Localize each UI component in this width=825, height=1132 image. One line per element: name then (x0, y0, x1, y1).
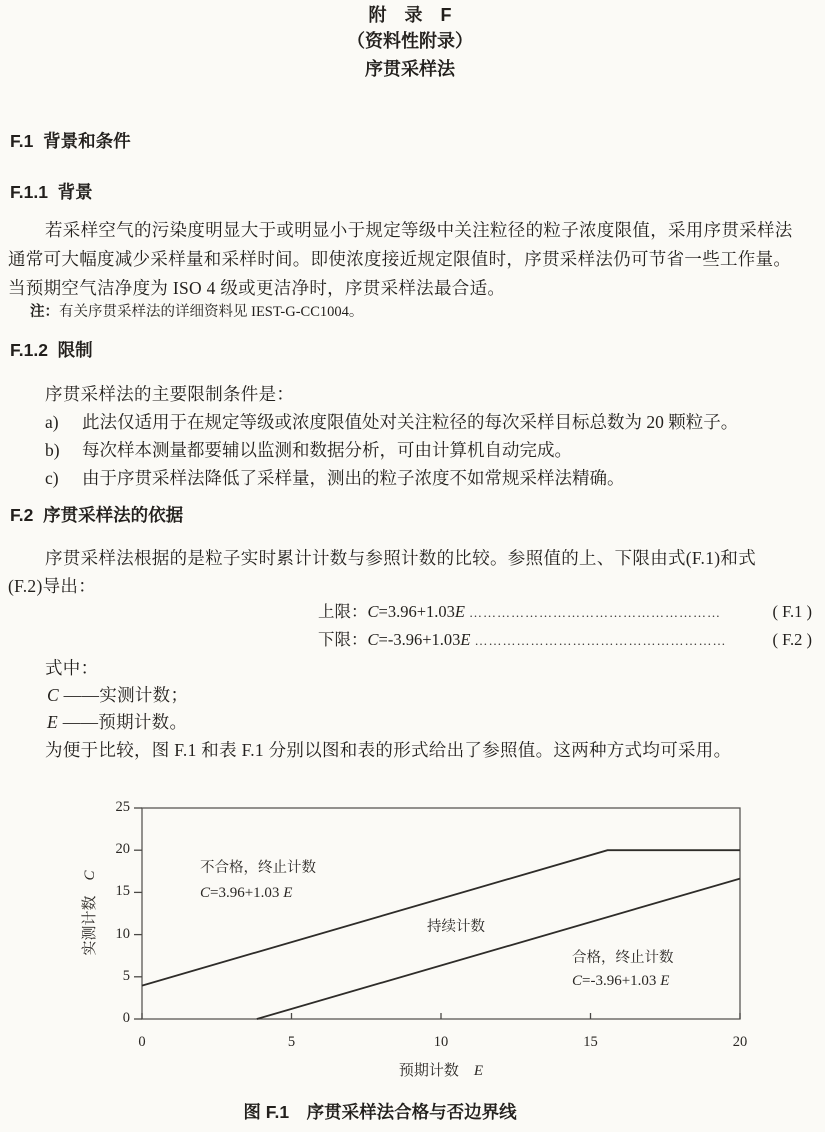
where-def-c (47, 681, 188, 709)
annotation-mid: =-3.96+1.03 (582, 973, 661, 989)
equation-f2 (318, 627, 812, 654)
appendix-name: 序贯采样法 (365, 59, 455, 79)
y-tick-label: 5 (122, 967, 130, 984)
figure-caption: 图 F.1 序贯采样法合格与否边界线 (243, 1102, 517, 1122)
boundary-chart (0, 790, 825, 1035)
annotation-var: C (200, 885, 211, 901)
equation-var: C (367, 602, 379, 621)
annotation-var: C (572, 973, 583, 989)
where-text: ——实测计数； (63, 685, 189, 705)
equation-f1 (318, 599, 812, 626)
list-text: 每次样本测量都要辅以监测和数据分析，可由计算机自动完成。 (82, 440, 572, 460)
where-var: E (47, 712, 58, 732)
paragraph-line: 序贯采样法根据的是粒子实时累计计数与参照计数的比较。参照值的上、下限由式(F.1)和式 (45, 548, 757, 568)
equation-mid: =-3.96+1.03 (378, 630, 461, 649)
annotation-var: E (283, 885, 293, 901)
annotation-accept (572, 947, 674, 993)
note-label: 注： (30, 304, 59, 320)
annotation-reject-equation (200, 881, 316, 906)
y-tick-label: 25 (115, 799, 130, 815)
equation-var: E (460, 630, 471, 649)
x-axis-label-text: 预期计数 (398, 1063, 459, 1079)
list-marker: a) (45, 412, 59, 432)
annotation-mid: =3.96+1.03 (210, 885, 284, 901)
x-axis-title (341, 1059, 541, 1080)
closing-paragraph: 为便于比较，图 F.1 和表 F.1 分别以图和表的形式给出了参照值。这两种方式均可采用。 (45, 740, 732, 760)
x-tick-label: 5 (287, 1034, 296, 1050)
y-tick-label: 15 (115, 883, 130, 900)
x-tick-label: 0 (138, 1034, 146, 1050)
list-text: 由于序贯采样法降低了采样量，测出的粒子浓度不如常规采样法精确。 (82, 468, 625, 488)
y-axis-title (78, 853, 98, 973)
heading-f12: F.1.2 限制 (10, 340, 93, 360)
dot-leader: ……………………………………………… (468, 605, 721, 620)
x-tick-label: 20 (732, 1034, 748, 1050)
heading-f1: F.1 背景和条件 (10, 131, 131, 151)
paragraph-line: 通常可大幅度减少采样量和采样时间。即使浓度接近规定限值时，序贯采样法仍可节省一些工作量。 (8, 249, 792, 269)
appendix-subtitle: （资料性附录） (347, 31, 473, 51)
dot-leader: ……………………………………………… (474, 633, 727, 648)
heading-f2: F.2 序贯采样法的依据 (10, 505, 184, 525)
note-text: 有关序贯采样法的详细资料见 IEST-G-CC1004。 (59, 304, 364, 320)
paragraph-f2 (8, 544, 820, 600)
x-tick-label: 10 (433, 1034, 449, 1050)
annotation-accept-label: 合格，终止计数 (572, 950, 674, 966)
paragraph-line: 若采样空气的污染度明显大于或明显小于规定等级中关注粒径的粒子浓度限值，采用序贯采样法 (45, 220, 793, 240)
annotation-var: E (660, 973, 670, 989)
list-item (45, 436, 820, 464)
y-tick-label: 20 (115, 841, 130, 858)
annotation-continue: 持续计数 (427, 919, 485, 935)
heading-f11: F.1.1 背景 (10, 182, 93, 202)
annotation-reject (200, 856, 316, 906)
annotation-reject-label: 不合格，终止计数 (200, 860, 316, 876)
equation-number: ( F.2 ) (772, 630, 812, 649)
list-item (45, 408, 820, 436)
y-tick-label: 0 (122, 1010, 130, 1026)
list-text: 此法仅适用于在规定等级或浓度限值处对关注粒径的每次采样目标总数为 20 颗粒子。 (82, 412, 739, 432)
where-var: C (47, 685, 59, 705)
equation-label: 下限： (318, 630, 368, 649)
f12-intro: 序贯采样法的主要限制条件是： (45, 384, 295, 404)
equation-label: 上限： (318, 602, 368, 621)
note (30, 303, 363, 322)
where-text: ——预期计数。 (62, 712, 188, 732)
paragraph-line: 当预期空气洁净度为 ISO 4 级或更洁净时，序贯采样法最合适。 (8, 278, 506, 298)
equation-var: E (454, 602, 465, 621)
x-axis-label-var: E (473, 1063, 484, 1079)
where-intro: 式中： (45, 658, 99, 678)
list-marker: b) (45, 440, 60, 460)
equation-number: ( F.1 ) (772, 602, 812, 621)
y-axis-label-var: C (82, 870, 98, 881)
limitations-list (45, 408, 820, 492)
annotation-accept-equation (572, 970, 674, 993)
y-axis-label-text: 实测计数 (82, 895, 98, 956)
equation-var: C (367, 630, 379, 649)
paragraph-f11 (8, 216, 820, 303)
y-tick-label: 10 (115, 925, 130, 942)
equation-mid: =3.96+1.03 (378, 602, 455, 621)
x-tick-label: 15 (583, 1034, 598, 1050)
where-def-e (47, 708, 187, 736)
list-item (45, 464, 820, 492)
appendix-title: 附 录 F (368, 5, 452, 25)
paragraph-line: (F.2)导出： (8, 576, 97, 596)
list-marker: c) (45, 468, 59, 488)
